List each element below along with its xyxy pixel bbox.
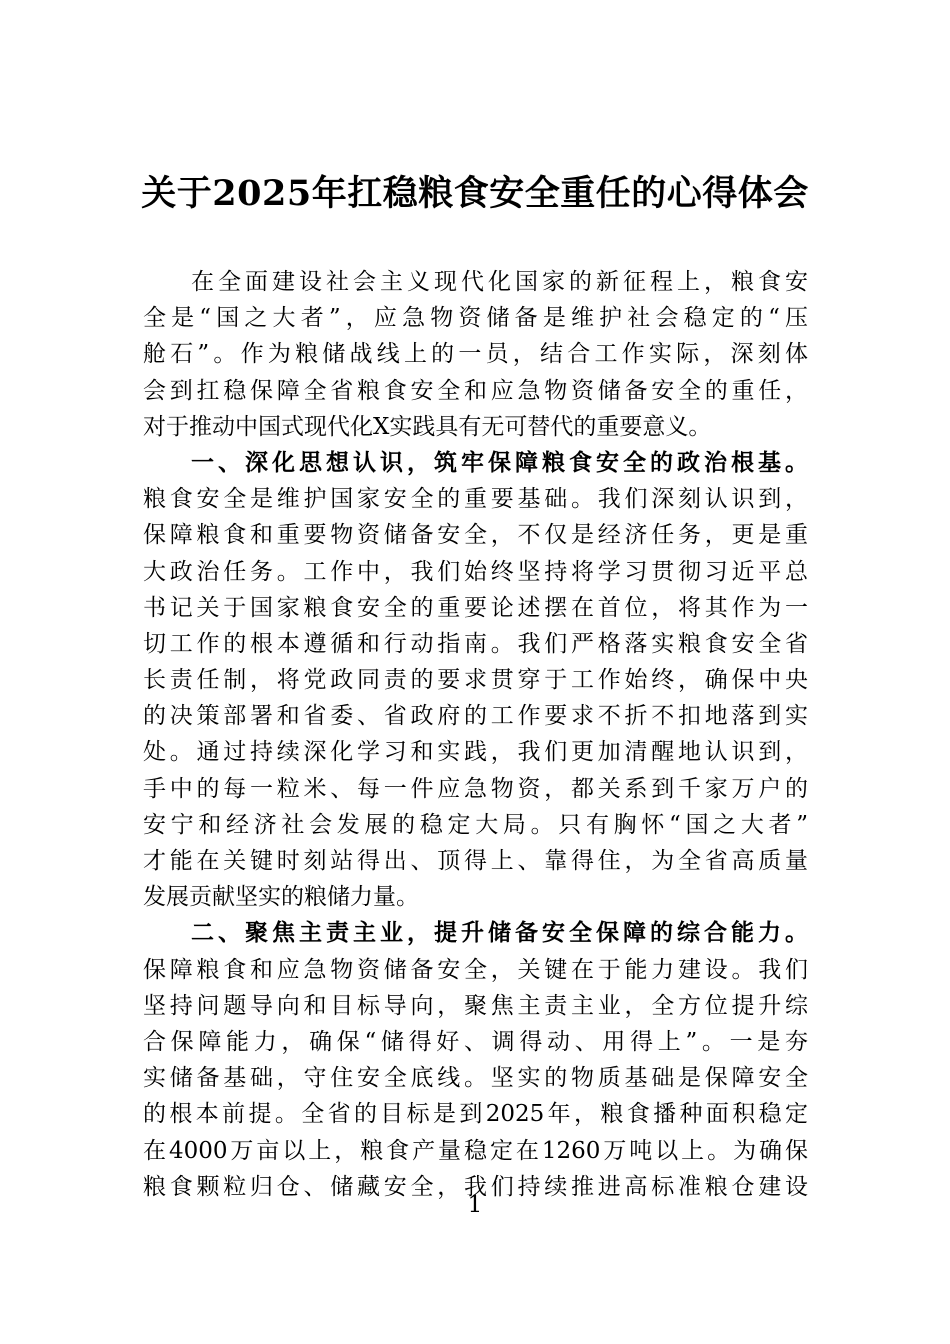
page-number: 1 xyxy=(467,1192,483,1218)
paragraph-line: 切工作的根本遵循和行动指南。我们严格落实粮食安全省 xyxy=(143,630,808,657)
paragraph-line: 粮食安全是维护国家安全的重要基础。我们深刻认识到， xyxy=(143,486,808,513)
paragraph-line: 粮食颗粒归仓、储藏安全，我们持续推进高标准粮仓建设 xyxy=(143,1173,808,1200)
paragraph-line: 才能在关键时刻站得出、顶得上、靠得住，为全省高质量 xyxy=(143,848,808,874)
paragraph-line: 舱石”。作为粮储战线上的一员，结合工作实际，深刻体 xyxy=(143,341,808,368)
paragraph-line: 手中的每一粒米、每一件应急物资，都关系到千家万户的 xyxy=(143,775,808,802)
paragraph-line: 的根本前提。全省的目标是到2025年，粮食播种面积稳定 xyxy=(143,1101,808,1128)
paragraph-line: 保障粮食和重要物资储备安全，不仅是经济任务，更是重 xyxy=(143,522,808,549)
paragraph-line: 处。通过持续深化学习和实践，我们更加清醒地认识到， xyxy=(143,739,808,766)
paragraph-line: 在4000万亩以上，粮食产量稳定在1260万吨以上。为确保 xyxy=(143,1137,808,1164)
paragraph-line: 合保障能力，确保“储得好、调得动、用得上”。一是夯 xyxy=(143,1028,808,1055)
paragraph-line: 在全面建设社会主义现代化国家的新征程上，粮食安 xyxy=(191,269,808,295)
document-title: 关于2025年扛稳粮食安全重任的心得体会 xyxy=(141,173,809,214)
paragraph-line: 书记关于国家粮食安全的重要论述摆在首位，将其作为一 xyxy=(143,594,808,621)
paragraph-line: 全是“国之大者”，应急物资储备是维护社会稳定的“压 xyxy=(143,305,808,332)
paragraph-line: 长责任制，将党政同责的要求贯穿于工作始终，确保中央 xyxy=(143,667,808,694)
section-heading-line: 一、深化思想认识，筑牢保障粮食安全的政治根基。 xyxy=(191,448,808,476)
paragraph-line: 保障粮食和应急物资储备安全，关键在于能力建设。我们 xyxy=(143,956,808,983)
paragraph-line: 实储备基础，守住安全底线。坚实的物质基础是保障安全 xyxy=(143,1065,808,1092)
paragraph-line: 发展贡献坚实的粮储力量。 xyxy=(143,884,419,911)
paragraph-line: 的决策部署和省委、省政府的工作要求不折不扣地落到实 xyxy=(143,703,808,730)
paragraph-line: 对于推动中国式现代化X实践具有无可替代的重要意义。 xyxy=(143,413,712,440)
paragraph-line: 安宁和经济社会发展的稳定大局。只有胸怀“国之大者” xyxy=(143,811,808,838)
document-body xyxy=(143,264,808,1205)
paragraph-line: 会到扛稳保障全省粮食安全和应急物资储备安全的重任， xyxy=(143,377,808,404)
paragraph-line: 坚持问题导向和目标导向，聚焦主责主业，全方位提升综 xyxy=(143,992,808,1019)
section-heading-line: 二、聚焦主责主业，提升储备安全保障的综合能力。 xyxy=(191,919,808,947)
paragraph-line: 大政治任务。工作中，我们始终坚持将学习贯彻习近平总 xyxy=(143,558,808,585)
